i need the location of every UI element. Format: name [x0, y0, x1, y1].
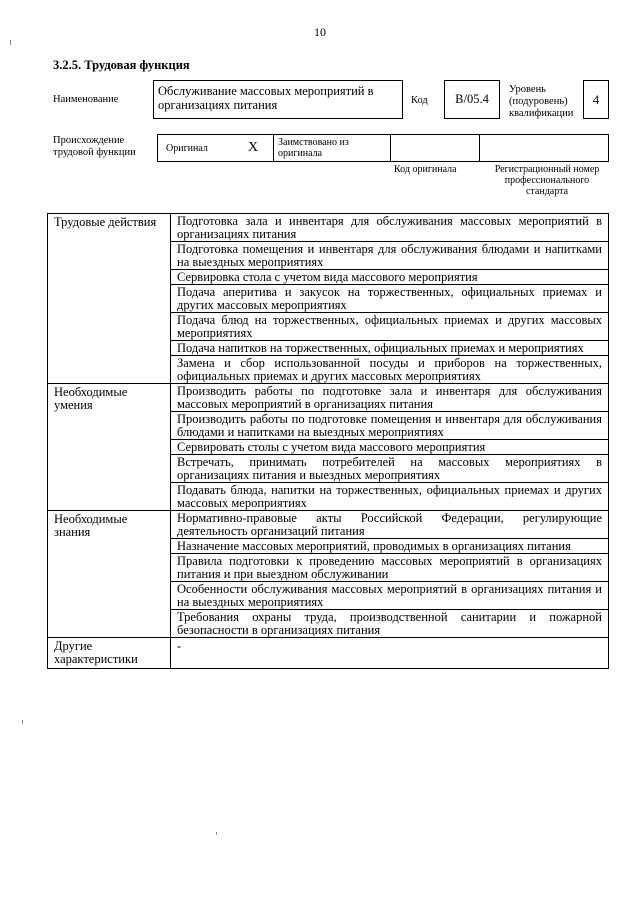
row-label: Другие характеристики	[48, 638, 171, 669]
labor-function-table	[47, 213, 609, 669]
level-label: Уровень (подуровень) квалификации	[509, 84, 574, 119]
code-value: В/05.4	[455, 92, 489, 106]
table-row	[48, 511, 609, 638]
level-value: 4	[592, 91, 600, 107]
row-items	[171, 638, 609, 669]
origin-divider-2	[390, 135, 391, 161]
origin-table	[157, 134, 609, 162]
list-item: -	[177, 639, 182, 653]
row-items	[171, 214, 609, 384]
scan-mark	[216, 832, 217, 835]
level-value-box	[583, 80, 609, 119]
page-number: 10	[314, 25, 326, 39]
row-items	[171, 384, 609, 511]
original-mark: X	[248, 140, 259, 155]
borrowed-label: Заимствовано из оригинала	[278, 137, 349, 159]
table-row	[48, 638, 609, 669]
row-items	[171, 511, 609, 638]
list-item: Особенности обслуживания массовых мероприятий в организациях питания и на выездных мероприятиях	[171, 582, 608, 610]
list-item: Подача напитков на торжественных, официальных приемах и мероприятиях	[171, 341, 608, 356]
list-item: Сервировка стола с учетом вида массового мероприятия	[171, 270, 608, 285]
list-item: Правила подготовки к проведению массовых мероприятий в организациях питания и при выездном обслуживании	[171, 554, 608, 582]
list-item: Встречать, принимать потребителей на массовых мероприятиях в организациях питания и выездных мероприятиях	[171, 455, 608, 483]
row-label: Необходимые знания	[48, 511, 171, 638]
name-value-box	[153, 80, 403, 119]
scan-mark	[22, 720, 23, 724]
scan-mark	[10, 40, 11, 45]
list-item: Подача блюд на торжественных, официальных приемах и других массовых мероприятиях	[171, 313, 608, 341]
list-item: Сервировать столы с учетом вида массового мероприятия	[171, 440, 608, 455]
original-label: Оригинал	[166, 143, 208, 154]
list-item: Требования охраны труда, производственной санитарии и пожарной безопасности в организациях питания	[177, 610, 602, 637]
list-item: Нормативно-правовые акты Российской Федерации, регулирующие деятельность организаций питания	[171, 511, 608, 539]
row-label: Трудовые действия	[48, 214, 171, 384]
name-label: Наименование	[53, 94, 119, 105]
code-label: Код	[411, 95, 428, 106]
list-item: Замена и сбор использованной посуды и приборов на торжественных, официальных приемах и других массовых мероприятиях	[177, 356, 602, 383]
list-item: Производить работы по подготовке зала и инвентаря для обслуживания массовых мероприятий в организациях питания	[171, 384, 608, 412]
section-title: 3.2.5. Трудовая функция	[53, 58, 190, 72]
origin-divider-1	[273, 135, 274, 161]
reg-number-caption: Регистрационный номер профессионального стандарта	[494, 164, 600, 197]
origin-label: Происхождение трудовой функции	[53, 135, 136, 158]
table-row	[48, 384, 609, 511]
list-item: Подготовка помещения и инвентаря для обслуживания блюдами и напитками на выездных мероприятиях	[171, 242, 608, 270]
list-item: Назначение массовых мероприятий, проводимых в организациях питания	[171, 539, 608, 554]
code-original-caption: Код оригинала	[394, 164, 457, 175]
row-label: Необходимые умения	[48, 384, 171, 511]
list-item: Подавать блюда, напитки на торжественных, официальных приемах и других массовых мероприятиях	[177, 483, 602, 510]
list-item: Производить работы по подготовке помещения и инвентаря для обслуживания блюдами и напитками на выездных мероприятиях	[171, 412, 608, 440]
name-value: Обслуживание массовых мероприятий в организациях питания	[158, 84, 374, 112]
table-row	[48, 214, 609, 384]
list-item: Подача аперитива и закусок на торжественных, официальных приемах и других массовых мероприятиях	[171, 285, 608, 313]
origin-divider-3	[479, 135, 480, 161]
list-item: Подготовка зала и инвентаря для обслуживания массовых мероприятий в организациях питания	[171, 214, 608, 242]
code-value-box	[444, 80, 500, 119]
